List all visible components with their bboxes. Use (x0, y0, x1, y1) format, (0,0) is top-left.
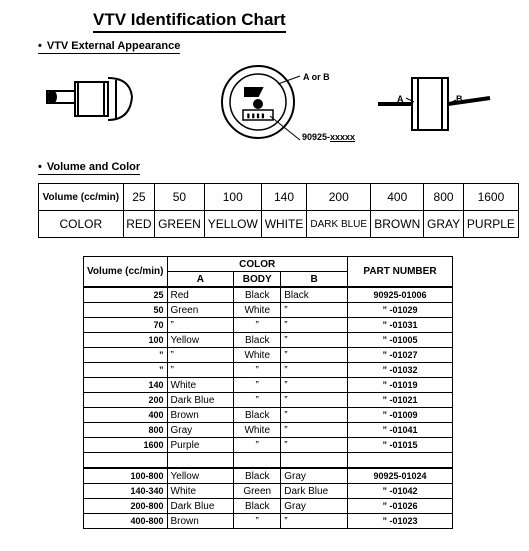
table-body-range (84, 468, 453, 529)
table-row (84, 333, 453, 348)
table-cell-vol: 200-800 (84, 499, 168, 514)
table-cell-body: ” (234, 363, 281, 378)
table-cell-a: Purple (167, 438, 234, 453)
table-cell-pn: 90925-01024 (347, 468, 452, 484)
table-cell-pn: ” -01027 (347, 348, 452, 363)
table-row (84, 363, 453, 378)
table-cell-b: Black (281, 287, 348, 303)
table-cell-vol: 800 (84, 423, 168, 438)
table-cell: 200 (307, 184, 371, 211)
table-cell-b: ” (281, 423, 348, 438)
table-cell-b: ” (281, 333, 348, 348)
table-cell-vol: 100 (84, 333, 168, 348)
table-cell-a: White (167, 484, 234, 499)
vtv-illustrations (0, 58, 529, 158)
table-cell-pn: ” -01026 (347, 499, 452, 514)
table-cell: DARK BLUE (307, 211, 371, 238)
table-row-blank (84, 453, 453, 469)
callout-part-prefix: 90925- (302, 132, 331, 142)
table-body-single (84, 287, 453, 453)
table-row (84, 378, 453, 393)
table-row (84, 514, 453, 529)
table-cell-a: Dark Blue (167, 393, 234, 408)
table-cell-a: Red (167, 287, 234, 303)
table-cell-pn: ” -01015 (347, 438, 452, 453)
table-cell-body: Black (234, 333, 281, 348)
table-row (84, 318, 453, 333)
table-cell-pn: ” -01021 (347, 393, 452, 408)
page-title: VTV Identification Chart (93, 10, 286, 33)
table-row (84, 393, 453, 408)
svg-text:▮▮▮▮: ▮▮▮▮ (246, 112, 266, 121)
row-label-color: COLOR (39, 211, 124, 238)
table-cell-a: Yellow (167, 333, 234, 348)
table-cell-pn: ” -01042 (347, 484, 452, 499)
table-cell-pn: ” -01005 (347, 333, 452, 348)
table-cell-vol: 400 (84, 408, 168, 423)
table-cell-a: Gray (167, 423, 234, 438)
section-heading-external (38, 40, 180, 54)
table-cell-body: Black (234, 408, 281, 423)
section-label: VTV External Appearance (46, 40, 181, 52)
part-number-table (83, 256, 453, 529)
table-cell-a: White (167, 378, 234, 393)
header-body: BODY (234, 272, 281, 288)
table-cell-a: Brown (167, 408, 234, 423)
table-cell-body: Black (234, 468, 281, 484)
table-cell-b: ” (281, 438, 348, 453)
table-cell-pn: ” -01023 (347, 514, 452, 529)
table-cell-pn: ” -01031 (347, 318, 452, 333)
vtv-side-view (47, 78, 132, 120)
vtv-cutaway-view (378, 78, 490, 130)
table-cell-body: ” (234, 378, 281, 393)
table-cell-pn: ” -01019 (347, 378, 452, 393)
table-cell: 800 (424, 184, 464, 211)
table-cell-pn: ” -01009 (347, 408, 452, 423)
table-cell-vol: 1600 (84, 438, 168, 453)
table-cell-b: ” (281, 408, 348, 423)
table-cell-vol: ” (84, 348, 168, 363)
header-part-number: PART NUMBER (347, 257, 452, 288)
table-row (84, 438, 453, 453)
table-cell-b: Gray (281, 499, 348, 514)
table-cell-vol: 70 (84, 318, 168, 333)
callout-part-suffix: xxxxx (330, 132, 356, 142)
table-cell-a: Green (167, 303, 234, 318)
table-cell: YELLOW (204, 211, 261, 238)
table-cell-body: ” (234, 318, 281, 333)
section-heading-volume (38, 161, 140, 175)
table-cell-vol: 200 (84, 393, 168, 408)
table-cell-b: ” (281, 363, 348, 378)
table-cell-vol: 25 (84, 287, 168, 303)
table-cell-b: ” (281, 378, 348, 393)
table-cell-b: Gray (281, 468, 348, 484)
table-cell: 1600 (463, 184, 518, 211)
table-cell-a: Yellow (167, 468, 234, 484)
table-cell-body: ” (234, 514, 281, 529)
table-cell-b: Dark Blue (281, 484, 348, 499)
table-cell-body: ” (234, 393, 281, 408)
volume-color-table (38, 183, 519, 238)
table-row (84, 408, 453, 423)
vtv-drawings (0, 58, 529, 158)
vtv-end-view (222, 66, 300, 140)
header-volume: Volume (cc/min) (84, 257, 168, 288)
table-cell: 100 (204, 184, 261, 211)
table-cell: BROWN (371, 211, 424, 238)
table-row (39, 184, 519, 211)
table-cell-a: ” (167, 348, 234, 363)
callout-part-number (302, 132, 355, 142)
header-color: COLOR (167, 257, 347, 272)
table-cell-body: Black (234, 499, 281, 514)
table-cell-a: ” (167, 363, 234, 378)
table-cell: GREEN (155, 211, 205, 238)
table-cell-body: White (234, 348, 281, 363)
table-cell-vol: ” (84, 363, 168, 378)
table-cell-body: ” (234, 438, 281, 453)
table-cell: RED (123, 211, 155, 238)
table-cell-vol: 140 (84, 378, 168, 393)
table-row (84, 423, 453, 438)
section-label: Volume and Color (46, 161, 141, 173)
table-cell-pn: ” -01032 (347, 363, 452, 378)
table-cell-vol: 140-340 (84, 484, 168, 499)
table-cell-pn: 90925-01006 (347, 287, 452, 303)
table-cell-b: ” (281, 303, 348, 318)
table-cell-vol: 400-800 (84, 514, 168, 529)
table-row (84, 499, 453, 514)
table-cell-vol: 50 (84, 303, 168, 318)
table-row (84, 468, 453, 484)
callout-b: B (456, 94, 463, 104)
header-b: B (281, 272, 348, 288)
table-cell: 400 (371, 184, 424, 211)
table-cell: PURPLE (463, 211, 518, 238)
table-cell-b: ” (281, 514, 348, 529)
table-cell-a: Brown (167, 514, 234, 529)
table-cell: 140 (261, 184, 306, 211)
table-cell-body: White (234, 303, 281, 318)
header-a: A (167, 272, 234, 288)
table-row (84, 287, 453, 303)
table-cell: GRAY (424, 211, 464, 238)
table-cell-pn: ” -01041 (347, 423, 452, 438)
table-cell-vol: 100-800 (84, 468, 168, 484)
table-row (84, 348, 453, 363)
table-cell: WHITE (261, 211, 306, 238)
table-cell-body: White (234, 423, 281, 438)
table-cell-body: Green (234, 484, 281, 499)
table-cell-a: ” (167, 318, 234, 333)
bullet-icon: • (38, 161, 42, 173)
table-row (39, 211, 519, 238)
table-cell-b: ” (281, 348, 348, 363)
table-cell-a: Dark Blue (167, 499, 234, 514)
table-cell-body: Black (234, 287, 281, 303)
table-row (84, 484, 453, 499)
bullet-icon: • (38, 40, 42, 52)
table-cell-pn: ” -01029 (347, 303, 452, 318)
table-cell-b: ” (281, 318, 348, 333)
row-label-volume: Volume (cc/min) (39, 184, 124, 211)
table-cell: 25 (123, 184, 155, 211)
table-header-row (84, 257, 453, 272)
callout-a: A (397, 94, 404, 104)
table-cell: 50 (155, 184, 205, 211)
callout-a-or-b: A or B (303, 72, 330, 82)
table-cell-b: ” (281, 393, 348, 408)
table-row (84, 303, 453, 318)
